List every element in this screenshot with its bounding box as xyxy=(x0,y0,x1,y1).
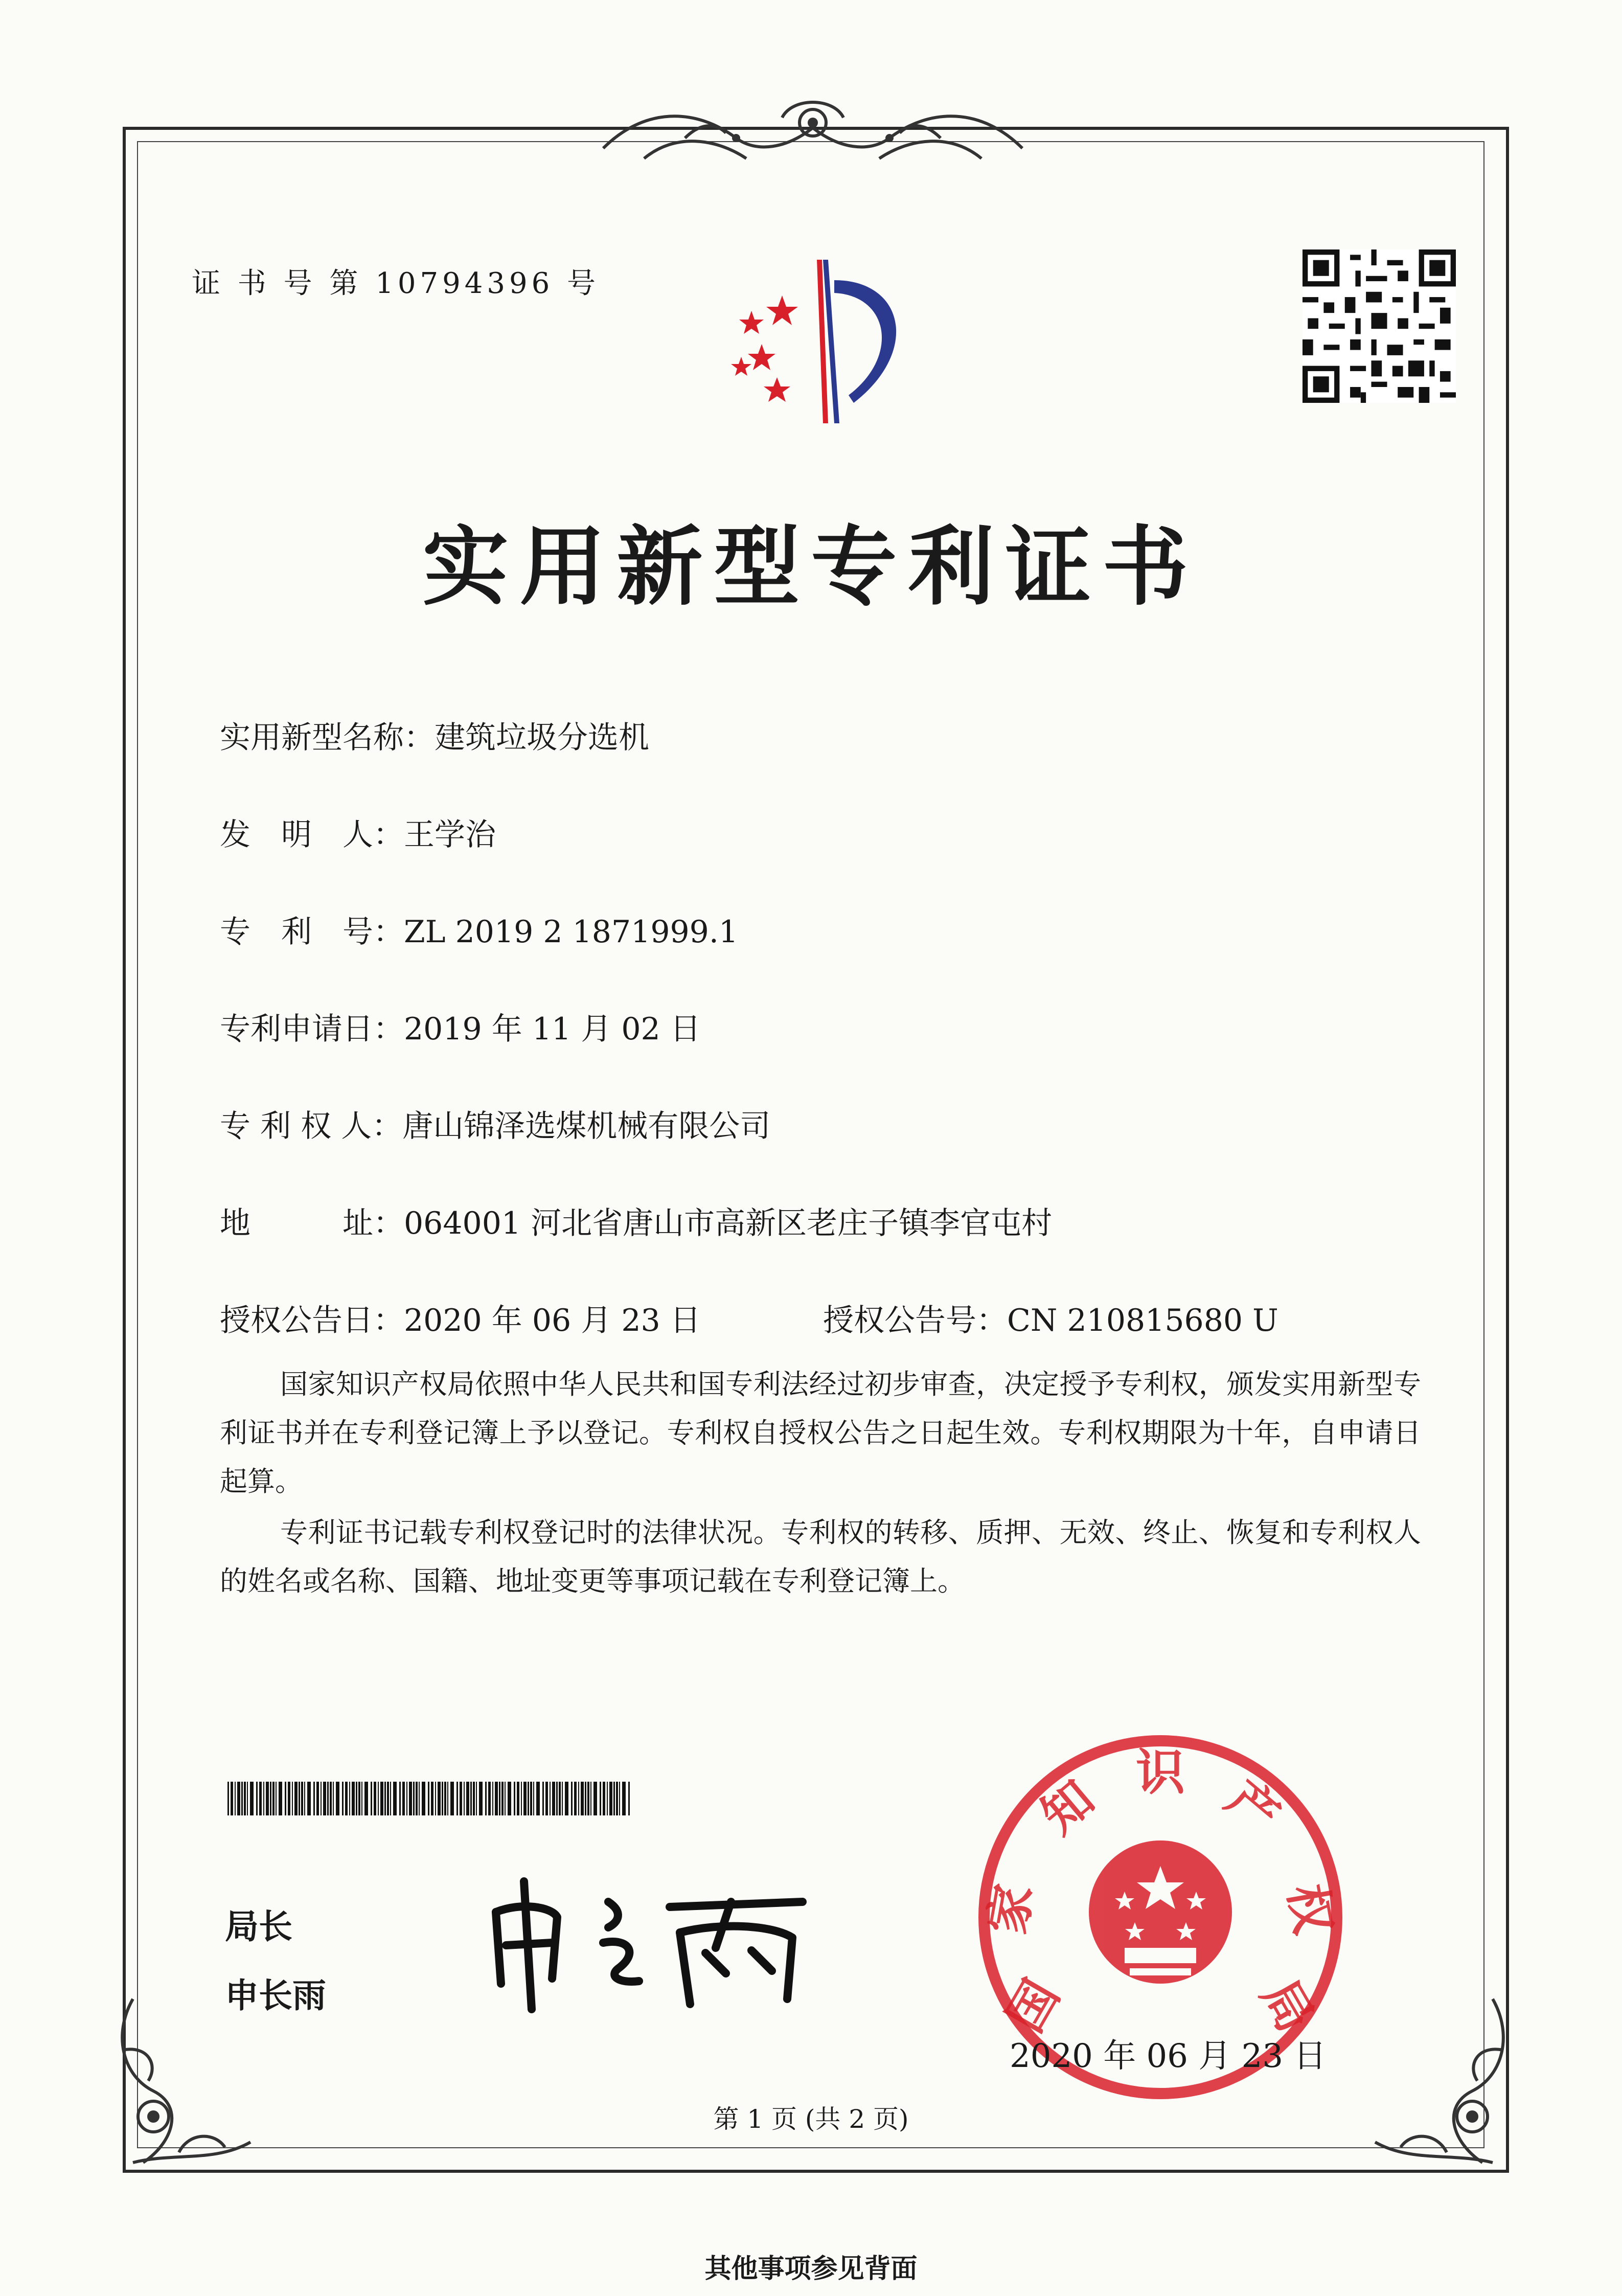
field-value: 唐山锦泽选煤机械有限公司 xyxy=(402,1108,771,1144)
field-value: 064001 河北省唐山市高新区老庄子镇李官屯村 xyxy=(404,1206,1053,1241)
legal-paragraph-2: 专利证书记载专利权登记时的法律状况。专利权的转移、质押、无效、终止、恢复和专利权人的姓名或名称、国籍、地址变更等事项记载在专利登记簿上。 xyxy=(220,1516,1421,1597)
field-label: 授权公告日： xyxy=(220,1303,404,1338)
field-value: 建筑垃圾分选机 xyxy=(435,720,649,756)
seal-char: 产 xyxy=(1216,1769,1290,1845)
page-number: 第 1 页 (共 2 页) xyxy=(713,2104,909,2134)
field-value: 2019 年 11 月 02 日 xyxy=(404,1011,701,1047)
certificate-title: 实用新型专利证书 xyxy=(422,516,1200,617)
field-label: 专利申请日： xyxy=(220,1011,404,1047)
field-grant-date xyxy=(220,1296,701,1340)
qr-code-icon xyxy=(1303,249,1456,403)
seal-char: 国 xyxy=(996,1970,1070,2042)
field-label: 专 利 号： xyxy=(220,914,404,950)
field-utility-model-name xyxy=(220,713,649,757)
field-value: 王学治 xyxy=(404,817,496,853)
legal-paragraph-1: 国家知识产权局依照中华人民共和国专利法经过初步审查，决定授予专利权，颁发实用新型专利证书并在专利登记簿上予以登记。专利权自授权公告之日起生效。专利权期限为十年，自申请日起算。 xyxy=(220,1368,1421,1497)
seal-char: 权 xyxy=(1277,1880,1342,1939)
cnipa-logo-icon xyxy=(700,249,946,434)
field-value: CN 210815680 U xyxy=(1007,1303,1278,1338)
seal-date: 2020 年 06 月 23 日 xyxy=(1010,2037,1327,2075)
field-value: 2020 年 06 月 23 日 xyxy=(404,1303,701,1338)
certificate-number: 证 书 号 第 10794396 号 xyxy=(192,267,600,300)
bottom-right-ornament xyxy=(1360,1989,1523,2183)
back-note: 其他事项参见背面 xyxy=(704,2253,918,2284)
field-patentee xyxy=(220,1102,770,1146)
field-inventor xyxy=(220,810,496,854)
director-name: 申长雨 xyxy=(225,1976,326,2015)
field-patent-number xyxy=(220,907,738,951)
field-label: 专 利 权 人： xyxy=(220,1108,403,1144)
top-ornament xyxy=(583,87,1043,179)
director-title: 局长 xyxy=(225,1907,292,1946)
field-label: 地 址： xyxy=(220,1206,404,1241)
field-value: ZL 2019 2 1871999.1 xyxy=(404,914,739,950)
barcode-icon xyxy=(227,1782,631,1815)
seal-char: 局 xyxy=(1250,1970,1325,2042)
field-address xyxy=(220,1199,1052,1243)
field-label: 发 明 人： xyxy=(220,817,404,853)
director-signature xyxy=(475,1871,833,2014)
bottom-left-ornament xyxy=(102,1989,266,2183)
seal-char: 知 xyxy=(1031,1769,1105,1845)
seal-char: 识 xyxy=(1136,1744,1185,1801)
field-application-date xyxy=(220,1005,701,1049)
field-label: 实用新型名称： xyxy=(220,720,435,756)
field-grant-number xyxy=(823,1296,1278,1340)
seal-char: 家 xyxy=(978,1880,1043,1939)
field-label: 授权公告号： xyxy=(823,1303,1007,1338)
